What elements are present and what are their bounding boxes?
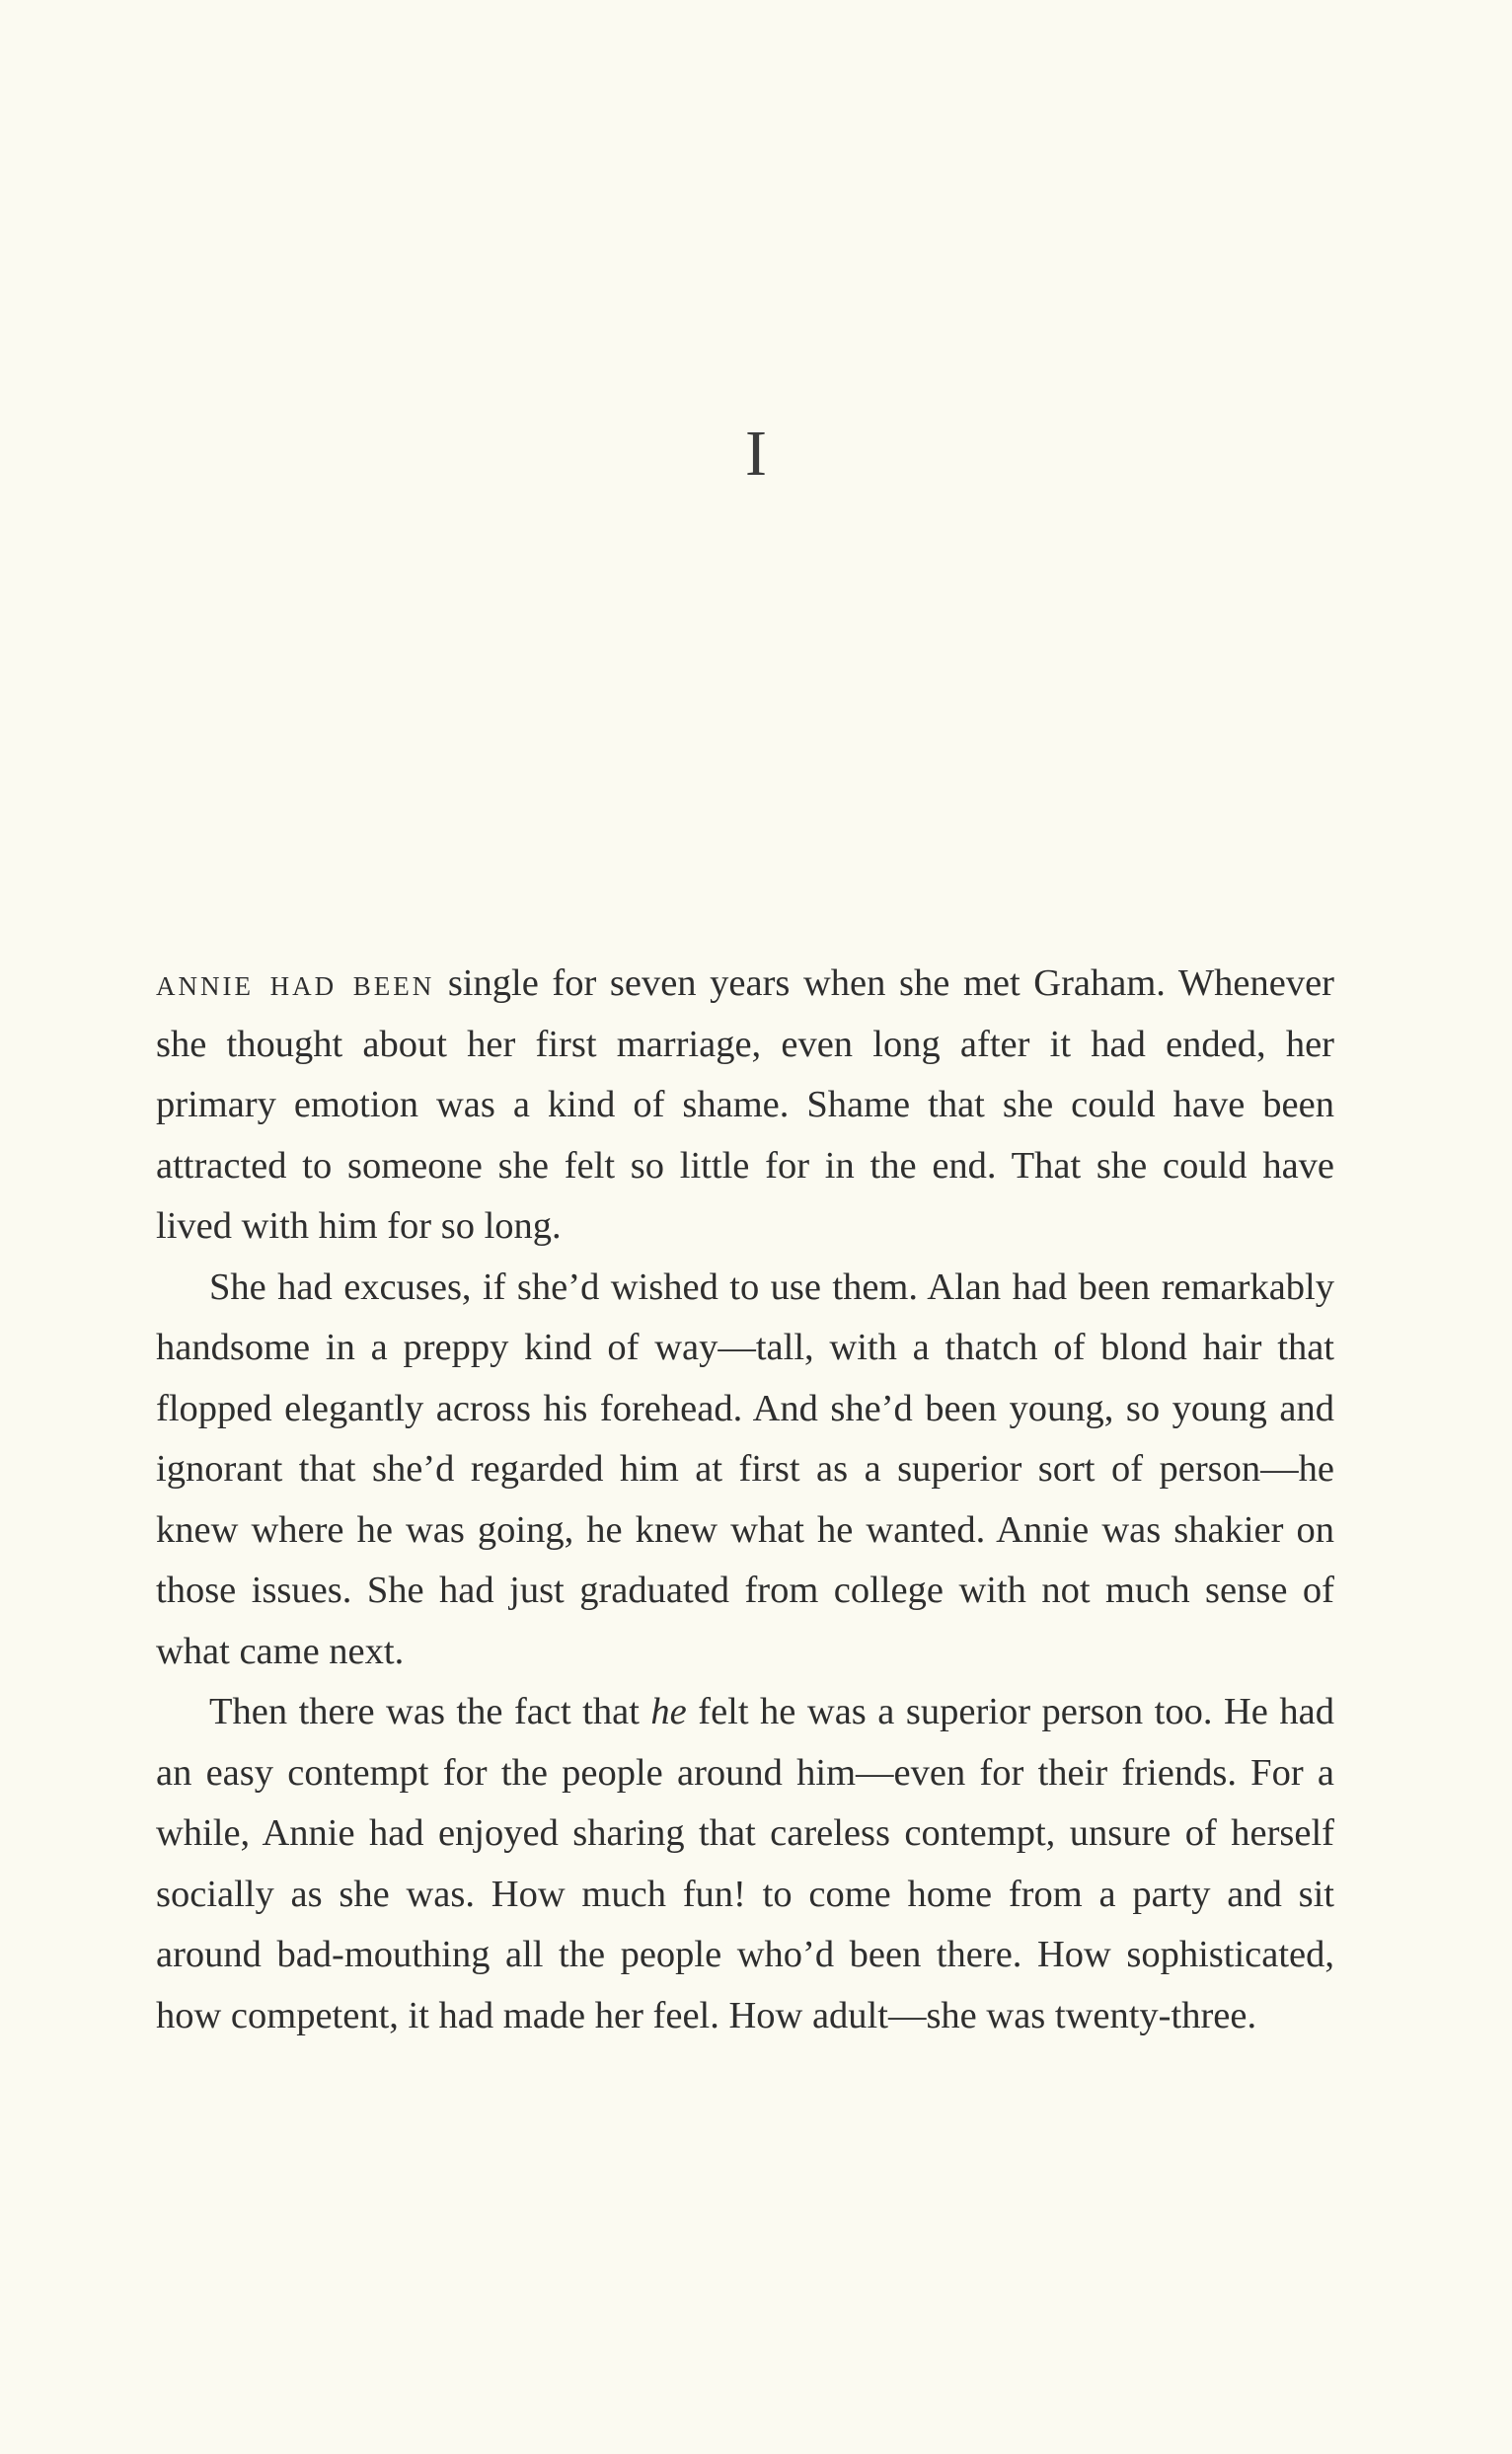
- paragraph-3-text-before: Then there was the fact that: [209, 1691, 651, 1732]
- paragraph-3: [156, 1682, 1334, 2046]
- paragraph-2: She had excuses, if she’d wished to use them. Alan had been remarkably handsome in a preppy kind of way—tall, with a thatch of blond hair that flopped elegantly across his forehead. And she’d been young, so young and ignorant that she’d regarded him at first as a superior sort of person—he knew where he was going, he knew what he wanted. Annie was shakier on those issues. She had just graduated from college with not much sense of what came next.: [156, 1265, 1334, 1672]
- opening-small-caps: annie had been: [156, 962, 435, 1004]
- chapter-number: I: [745, 418, 767, 490]
- paragraph-1: [156, 954, 1334, 1258]
- paragraph-1-text: single for seven years when she met Graham. Whenever she thought about her first marriage, even long after it had ended, her primary emotion was a kind of shame. Shame that she could have been attracted to someone she felt so little for in the end. That she could have lived with him for so long.: [156, 962, 1335, 1247]
- paragraph-3-text-after: felt he was a superior person too. He had an easy contempt for the people around him—even for their friends. For a while, Annie had enjoyed sharing that careless contempt, unsure of herself socially as she was. How much fun! to come home from a party and sit around bad-mouthing all the people who’d been there. How sophisticated, how competent, it had made her feel. How adult—she was twenty-three.: [156, 1691, 1334, 2036]
- emphasis-he: he: [650, 1691, 687, 1732]
- chapter-body: [156, 954, 1334, 2046]
